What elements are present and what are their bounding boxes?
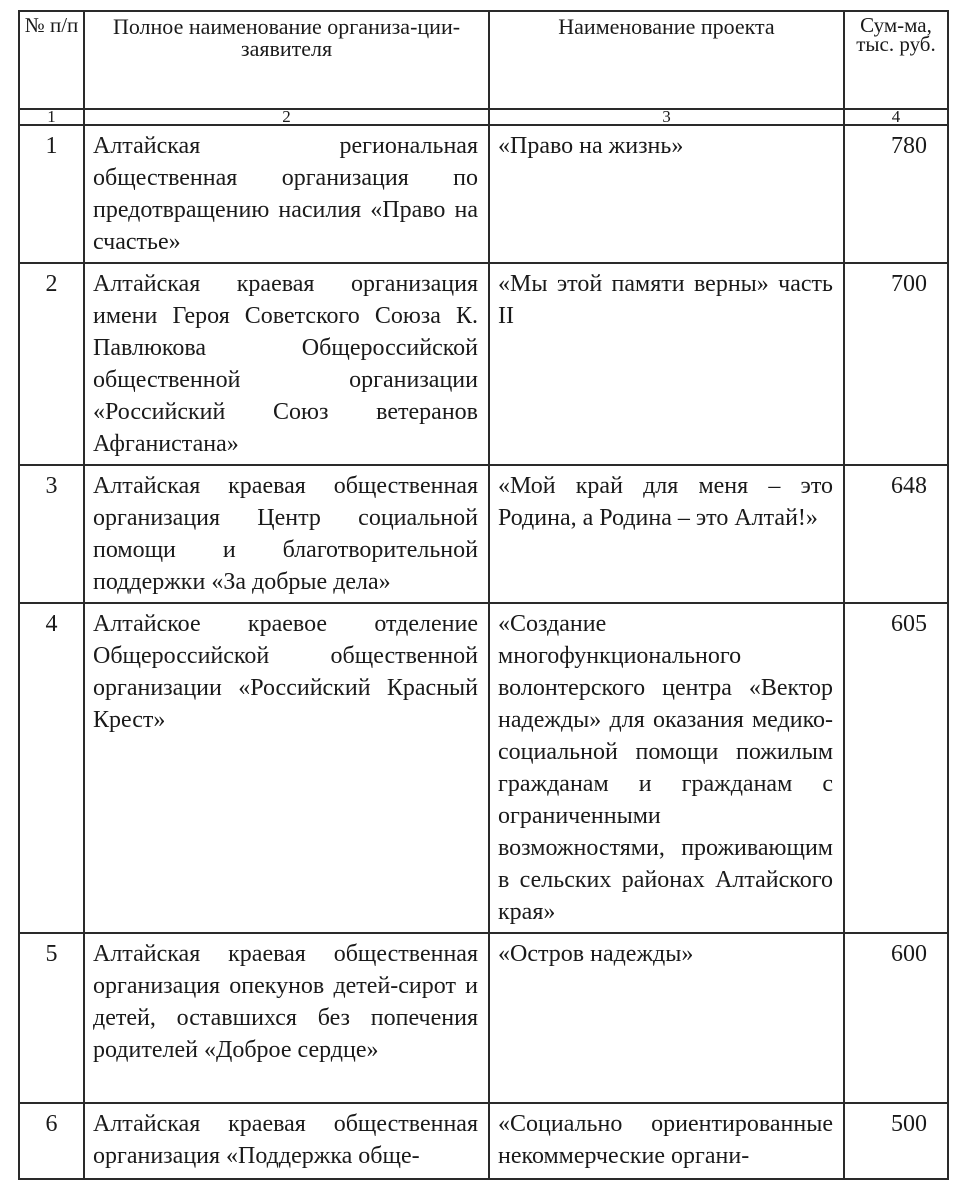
table-row [19,933,948,1103]
project-name-cell [489,1103,844,1179]
amount: 648 [844,465,948,603]
amount: 605 [844,603,948,933]
org-name: Алтайская краевая организация имени Героя Советского Союза К. Павлюкова Общероссийской общественной организации «Российский Союз ветеранов Афганистана» [84,263,489,465]
org-name: Алтайское краевое отделение Общероссийской общественной организации «Российский Красный Крест» [84,603,489,933]
column-index: 1 [19,109,84,125]
column-index: 3 [489,109,844,125]
project-name: «Мой край для меня – это Родина, а Родина – это Алтай!» [489,465,844,603]
column-index: 2 [84,109,489,125]
table-row [19,125,948,263]
column-index-row [19,109,948,125]
org-name: Алтайская краевая общественная организация Центр социальной помощи и благотворительной поддержки «За добрые дела» [84,465,489,603]
amount: 600 [844,933,948,1103]
row-number: 6 [19,1103,84,1179]
grants-table [18,10,949,1180]
document-page [18,10,947,1180]
project-name: «Мы этой памяти верны» часть II [489,263,844,465]
header-num: № п/п [19,11,84,109]
amount: 700 [844,263,948,465]
header-project: Наименование проекта [489,11,844,109]
org-name: Алтайская краевая общественная организация «Поддержка обще- [93,1111,478,1169]
row-number: 2 [19,263,84,465]
project-name: «Остров надежды» [489,933,844,1103]
table-row [19,1103,948,1179]
table-row [19,263,948,465]
project-name: «Создание многофункционального волонтерского центра «Вектор надежды» для оказания медико-социальной помощи пожилым гражданам и гражданам с ограниченными возможностями, проживающим в сельских районах Алтайского края» [489,603,844,933]
table-row [19,603,948,933]
project-name: «Социально ориентированные некоммерческие органи- [498,1111,833,1169]
org-name: Алтайская региональная общественная организация по предотвращению насилия «Право на счастье» [84,125,489,263]
amount: 500 [844,1103,948,1179]
row-number: 1 [19,125,84,263]
org-name: Алтайская краевая общественная организация опекунов детей-сирот и детей, оставшихся без попечения родителей «Доброе сердце» [84,933,489,1103]
amount: 780 [844,125,948,263]
header-org: Полное наименование организа-ции-заявителя [84,11,489,109]
project-name: «Право на жизнь» [489,125,844,263]
column-index: 4 [844,109,948,125]
row-number: 4 [19,603,84,933]
row-number: 3 [19,465,84,603]
row-number: 5 [19,933,84,1103]
header-row [19,11,948,109]
table-row [19,465,948,603]
header-sum: Сум-ма, тыс. руб. [844,11,948,109]
org-name-cell [84,1103,489,1179]
